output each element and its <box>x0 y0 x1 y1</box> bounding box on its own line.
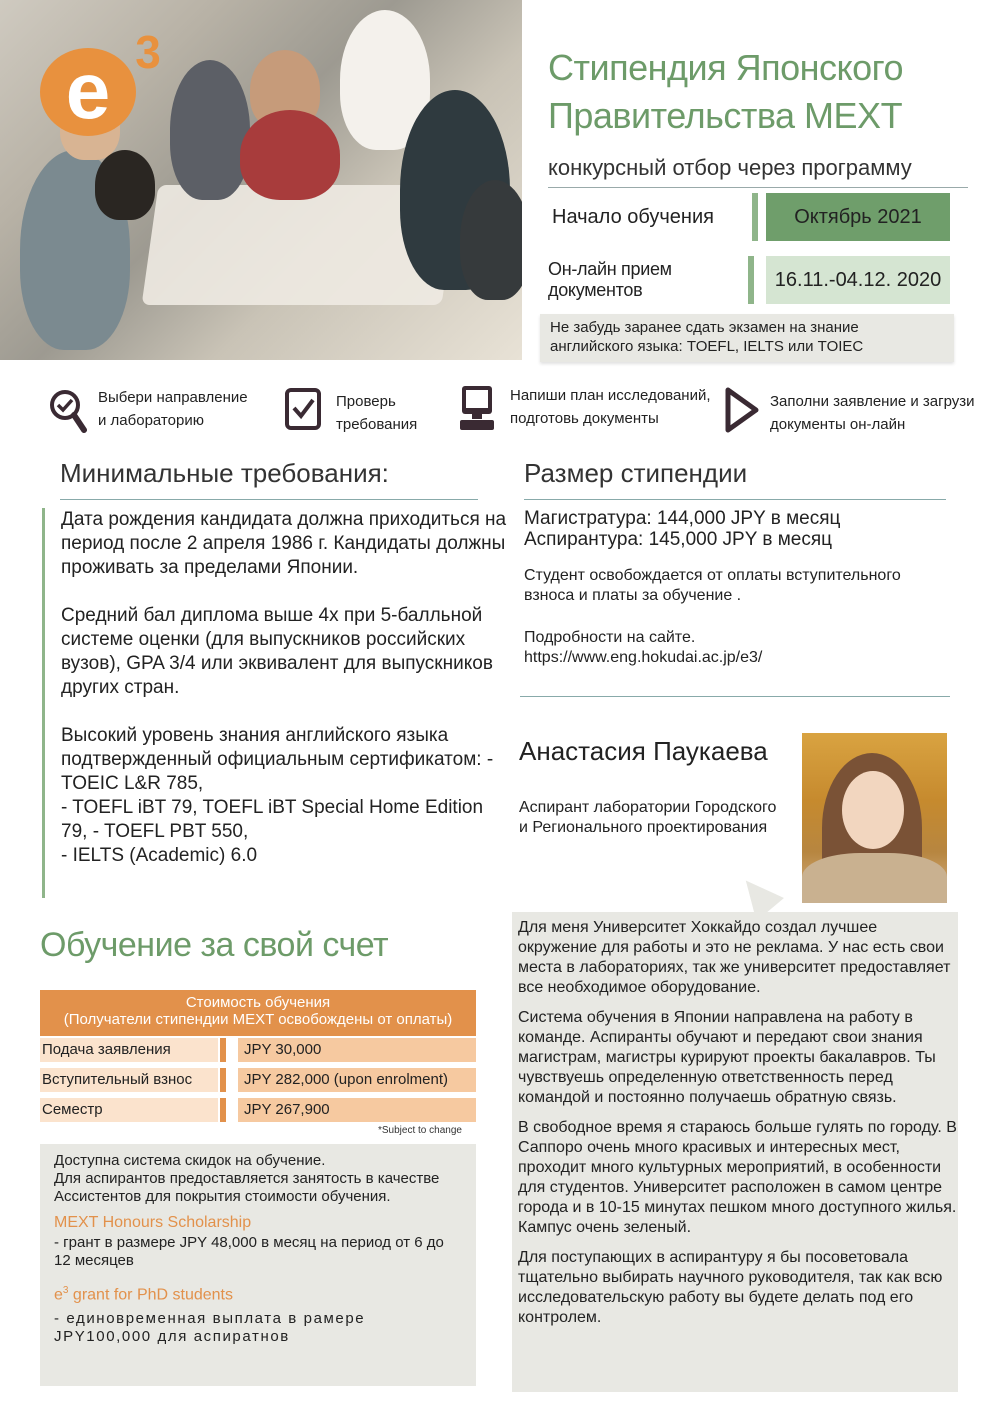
svg-text:3: 3 <box>135 26 161 78</box>
english-test-note: Не забудь заранее сдать экзамен на знание английского языка: TOEFL, IELTS или TOIEC <box>540 314 954 362</box>
subject-to-change-note: *Subject to change <box>378 1125 462 1136</box>
scholarship-info: Магистратура: 144,000 JPY в месяц Аспирантура: 145,000 JPY в месяц Студент освобождается от оплаты вступительного взноса и платы за обучение . Подробности на сайте. https://www.eng.hokudai.ac.jp/e3/ <box>524 508 954 668</box>
step-3-text: Напиши план исследований, подготовь документы <box>510 387 711 427</box>
e3-logo <box>30 20 170 140</box>
table-row: Подача заявления JPY 30,000 <box>40 1038 476 1062</box>
table-row: Семестр JPY 267,900 <box>40 1098 476 1122</box>
step-4-text: Заполни заявление и загрузи документы он-лайн <box>770 393 975 433</box>
requirements-heading: Минимальные требования: <box>60 458 478 500</box>
step-1-text: Выбери направление и лабораторию <box>98 389 248 429</box>
online-value: 16.11.-04.12. 2020 <box>766 256 950 304</box>
subtitle: конкурсный отбор через программу <box>548 155 968 188</box>
magnifier-check-icon <box>48 388 88 436</box>
divider <box>520 696 950 697</box>
start-value: Октябрь 2021 <box>766 193 950 241</box>
online-label: Он-лайн прием документов <box>548 256 754 304</box>
testimonial-quote: Для меня Университет Хоккайдо создал лучшее окружение для работы и это не реклама. У нас есть свои места в лабораториях, так же университет предоставляет все необходимое оборудование. Система обучения в Японии направлена на работу в команде. Аспиранты обучают и передают свои знания магистрам, магистры курируют проекты бакалавров. Ты чувствуешь определенную ответственность перед командой и постоянно получаешь обратную связь. В свободное время я стараюсь больше гулять по городу. В Саппоро очень много красивых и интересных мест, проходит много культурных мероприятий, в особенности для студентов. Университет расположен в самом центре города и в 10-15 минутах пешком много доступного жилья. Кампус очень зеленый. Для поступающих в аспирантуру я бы посоветовала тщательно выбирать научного руководителя, так как всю исследовательскую работу вы будете делать под его контролем. <box>512 912 958 1392</box>
requirements-text: Дата рождения кандидата должна приходиться на период после 2 апреля 1986 г. Кандидаты должны проживать за пределами Японии. Средний бал диплома выше 4х при 5-балльной системе оценки (для выпускников российских вузов), GPA 3/4 или эквивалент для выпускников других стран. Высокий уровень знания английского языка подтвержденный официальным сертификатом: - TOEIC L&R 785, - TOEFL iBT 79, TOEFL iBT Special Home Edition 79, - TOEFL PBT 550, - IELTS (Academic) 6.0 <box>42 508 511 898</box>
student-portrait <box>802 733 947 903</box>
page-title: Стипендия Японского Правительства MEXT <box>548 47 904 136</box>
table-row: Вступительный взнос JPY 282,000 (upon enrolment) <box>40 1068 476 1092</box>
discounts-box: Доступна система скидок на обучение. Для аспирантов предоставляется занятость в качестве Ассистентов для покрытия стоимости обучения. MEXT Honours Scholarship - грант в размере JPY 48,000 в месяц на период от 6 до 12 месяцев $e^3$ grant for PhD students - единовременная выплата в рамере JPY100,000 для аспиратнов <box>40 1144 476 1386</box>
student-name: Анастасия Паукаева <box>519 736 768 766</box>
self-funded-heading: Обучение за свой счет <box>40 926 389 964</box>
step-2-text: Проверь требования <box>336 393 418 433</box>
student-role: Аспирант лаборатории Городского и Регионального проектирования <box>519 799 777 836</box>
scholarship-heading: Размер стипендии <box>524 458 946 500</box>
play-icon <box>722 386 762 434</box>
start-label: Начало обучения <box>548 193 758 241</box>
svg-text:e: e <box>65 46 111 135</box>
website-link[interactable]: https://www.eng.hokudai.ac.jp/e3/ <box>524 649 763 666</box>
fee-table-header: Стоимость обучения (Получатели стипендии MEXT освобождены от оплаты) <box>40 990 476 1036</box>
computer-icon <box>458 384 498 432</box>
checkbox-icon <box>284 386 324 434</box>
